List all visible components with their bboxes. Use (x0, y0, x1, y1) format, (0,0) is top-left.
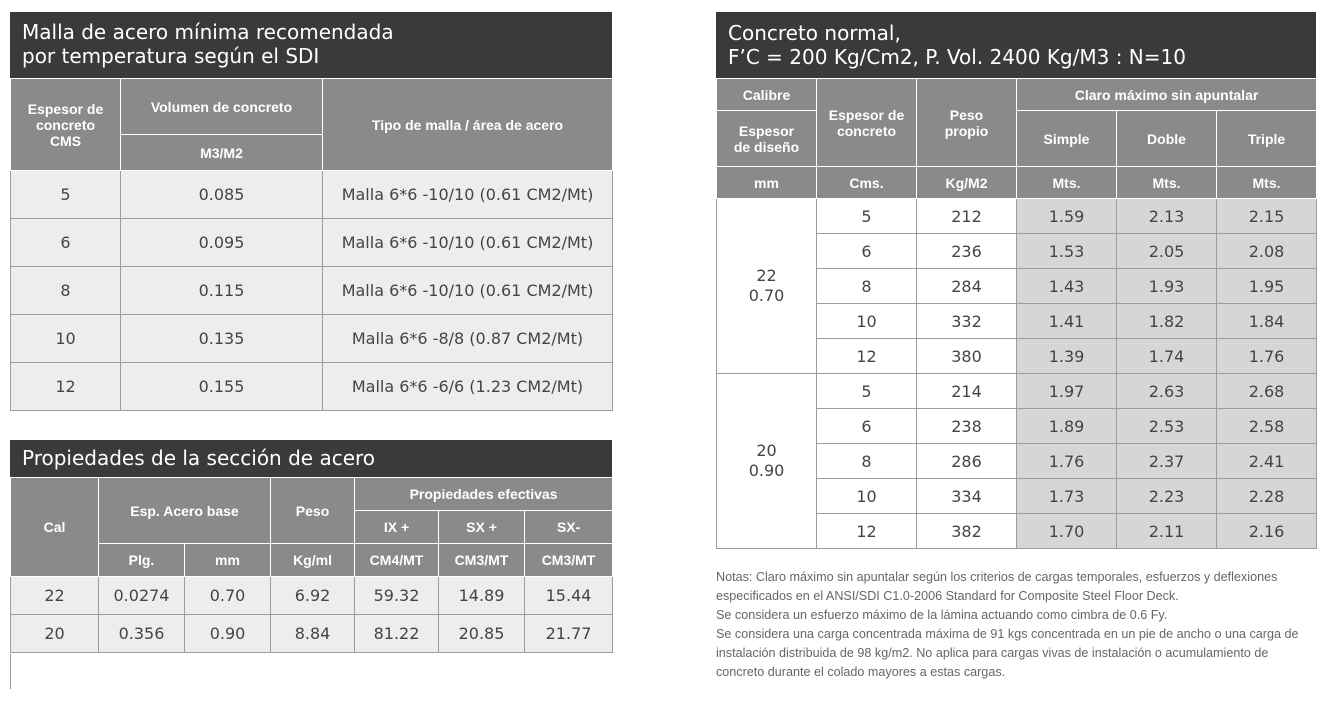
simple-cell: 1.59 (1017, 199, 1117, 234)
propiedades-left-rule (10, 654, 11, 689)
simple-cell: 1.39 (1017, 339, 1117, 374)
peso-cell: 334 (917, 479, 1017, 514)
conc-header-triple: Triple (1217, 111, 1317, 167)
espesor-cell: 6 (11, 219, 121, 267)
table-row (717, 374, 1317, 409)
propiedades-panel (10, 440, 612, 653)
espesor-cell: 5 (11, 171, 121, 219)
simple-cell: 1.89 (1017, 409, 1117, 444)
conc-header-calibre: Calibre (717, 79, 817, 111)
tipo-cell: Malla 6*6 -10/10 (0.61 CM2/Mt) (323, 171, 613, 219)
prop-header-peso: Peso (271, 478, 355, 544)
peso-cell: 284 (917, 269, 1017, 304)
cal-cell: 22 (11, 577, 99, 615)
triple-cell: 2.15 (1217, 199, 1317, 234)
prop-unit-cm3-neg: CM3/MT (525, 544, 613, 577)
mm-cell: 0.70 (185, 577, 271, 615)
conc-unit-mm: mm (717, 167, 817, 199)
malla-title (10, 12, 612, 78)
table-row (11, 363, 613, 411)
simple-cell: 1.53 (1017, 234, 1117, 269)
peso-cell: 6.92 (271, 577, 355, 615)
espesor-value: 0.70 (748, 286, 785, 305)
tipo-cell: Malla 6*6 -6/6 (1.23 CM2/Mt) (323, 363, 613, 411)
table-row (11, 577, 613, 615)
malla-panel (10, 12, 612, 411)
conc-header-simple: Simple (1017, 111, 1117, 167)
notes (716, 568, 1316, 682)
triple-cell: 2.58 (1217, 409, 1317, 444)
cms-cell: 10 (817, 479, 917, 514)
doble-cell: 2.23 (1117, 479, 1217, 514)
plg-cell: 0.0274 (99, 577, 185, 615)
conc-header-peso-propio: Peso propio (917, 79, 1017, 167)
sx-pos-cell: 20.85 (439, 615, 525, 653)
malla-header-volumen: Volumen de concreto (121, 79, 323, 135)
malla-header-volumen-unit: M3/M2 (121, 135, 323, 171)
peso-cell: 8.84 (271, 615, 355, 653)
ix-cell: 59.32 (355, 577, 439, 615)
prop-header-ix: IX + (355, 511, 439, 544)
peso-cell: 332 (917, 304, 1017, 339)
table-row (11, 219, 613, 267)
espesor-cell: 12 (11, 363, 121, 411)
cal-cell: 20 (11, 615, 99, 653)
triple-cell: 2.08 (1217, 234, 1317, 269)
peso-cell: 238 (917, 409, 1017, 444)
prop-header-sx-pos: SX + (439, 511, 525, 544)
cms-cell: 5 (817, 374, 917, 409)
peso-cell: 382 (917, 514, 1017, 549)
concreto-title-line2: F’C = 200 Kg/Cm2, P. Vol. 2400 Kg/M3 : N=10 (728, 45, 1186, 69)
cms-cell: 8 (817, 269, 917, 304)
cms-cell: 12 (817, 339, 917, 374)
sx-neg-cell: 21.77 (525, 615, 613, 653)
prop-unit-cm4: CM4/MT (355, 544, 439, 577)
doble-cell: 2.53 (1117, 409, 1217, 444)
mm-cell: 0.90 (185, 615, 271, 653)
triple-cell: 2.16 (1217, 514, 1317, 549)
table-row (717, 199, 1317, 234)
tipo-cell: Malla 6*6 -10/10 (0.61 CM2/Mt) (323, 219, 613, 267)
table-row (11, 171, 613, 219)
volumen-cell: 0.115 (121, 267, 323, 315)
conc-header-espesor-concreto: Espesor de concreto (817, 79, 917, 167)
doble-cell: 1.82 (1117, 304, 1217, 339)
espesor-cell: 10 (11, 315, 121, 363)
conc-header-espesor-diseno: Espesor de diseño (717, 111, 817, 167)
propiedades-table (10, 477, 613, 653)
volumen-cell: 0.095 (121, 219, 323, 267)
sx-pos-cell: 14.89 (439, 577, 525, 615)
doble-cell: 2.37 (1117, 444, 1217, 479)
group-cell-20 (717, 374, 817, 549)
triple-cell: 1.95 (1217, 269, 1317, 304)
conc-unit-mts-triple: Mts. (1217, 167, 1317, 199)
prop-unit-mm: mm (185, 544, 271, 577)
conc-unit-kgm2: Kg/M2 (917, 167, 1017, 199)
simple-cell: 1.97 (1017, 374, 1117, 409)
triple-cell: 2.28 (1217, 479, 1317, 514)
doble-cell: 1.93 (1117, 269, 1217, 304)
espesor-cell: 8 (11, 267, 121, 315)
triple-cell: 1.84 (1217, 304, 1317, 339)
note-paragraph: Se considera un esfuerzo máximo de la lámina actuando como cimbra de 0.6 Fy. (716, 608, 1168, 622)
conc-header-claro: Claro máximo sin apuntalar (1017, 79, 1317, 111)
concreto-table (716, 78, 1317, 549)
espesor-value: 0.90 (748, 461, 785, 480)
malla-header-tipo: Tipo de malla / área de acero (323, 79, 613, 171)
cms-cell: 12 (817, 514, 917, 549)
malla-title-line1: Malla de acero mínima recomendada (22, 20, 394, 44)
concreto-title (716, 12, 1316, 78)
conc-unit-mts-simple: Mts. (1017, 167, 1117, 199)
malla-title-line2: por temperatura según el SDI (22, 44, 320, 68)
volumen-cell: 0.155 (121, 363, 323, 411)
prop-header-esp-acero: Esp. Acero base (99, 478, 271, 544)
prop-header-cal: Cal (11, 478, 99, 577)
concreto-title-line1: Concreto normal, (728, 21, 901, 45)
peso-cell: 214 (917, 374, 1017, 409)
prop-unit-plg: Plg. (99, 544, 185, 577)
cms-cell: 5 (817, 199, 917, 234)
volumen-cell: 0.085 (121, 171, 323, 219)
peso-cell: 380 (917, 339, 1017, 374)
simple-cell: 1.41 (1017, 304, 1117, 339)
group-cell-22 (717, 199, 817, 374)
doble-cell: 2.13 (1117, 199, 1217, 234)
conc-unit-cms: Cms. (817, 167, 917, 199)
peso-cell: 286 (917, 444, 1017, 479)
simple-cell: 1.70 (1017, 514, 1117, 549)
triple-cell: 2.68 (1217, 374, 1317, 409)
calibre-value: 20 (756, 441, 777, 460)
conc-unit-mts-doble: Mts. (1117, 167, 1217, 199)
propiedades-title: Propiedades de la sección de acero (10, 440, 612, 477)
doble-cell: 2.63 (1117, 374, 1217, 409)
tipo-cell: Malla 6*6 -10/10 (0.61 CM2/Mt) (323, 267, 613, 315)
tipo-cell: Malla 6*6 -8/8 (0.87 CM2/Mt) (323, 315, 613, 363)
simple-cell: 1.76 (1017, 444, 1117, 479)
conc-header-doble: Doble (1117, 111, 1217, 167)
note-paragraph: Se considera una carga concentrada máxima de 91 kgs concentrada en un pie de ancho o una carga de instalación distribuida de 98 kg/m2. No aplica para cargas vivas de instalación o acumulamiento de concreto durante el colado mayores a estas cargas. (716, 627, 1299, 679)
malla-table (10, 78, 613, 411)
triple-cell: 1.76 (1217, 339, 1317, 374)
cms-cell: 6 (817, 409, 917, 444)
peso-cell: 212 (917, 199, 1017, 234)
doble-cell: 2.05 (1117, 234, 1217, 269)
sx-neg-cell: 15.44 (525, 577, 613, 615)
simple-cell: 1.43 (1017, 269, 1117, 304)
concreto-panel (716, 12, 1316, 549)
volumen-cell: 0.135 (121, 315, 323, 363)
table-row (11, 267, 613, 315)
doble-cell: 1.74 (1117, 339, 1217, 374)
simple-cell: 1.73 (1017, 479, 1117, 514)
prop-unit-kgml: Kg/ml (271, 544, 355, 577)
cms-cell: 10 (817, 304, 917, 339)
prop-header-efectivas: Propiedades efectivas (355, 478, 613, 511)
ix-cell: 81.22 (355, 615, 439, 653)
cms-cell: 6 (817, 234, 917, 269)
peso-cell: 236 (917, 234, 1017, 269)
doble-cell: 2.11 (1117, 514, 1217, 549)
prop-header-sx-neg: SX- (525, 511, 613, 544)
plg-cell: 0.356 (99, 615, 185, 653)
calibre-value: 22 (756, 266, 777, 285)
triple-cell: 2.41 (1217, 444, 1317, 479)
note-paragraph: Notas: Claro máximo sin apuntalar según los criterios de cargas temporales, esfuerzos y deflexiones especificados en el ANSI/SDI C1.0-2006 Standard for Composite Steel Floor Deck. (716, 570, 1278, 603)
table-row (11, 315, 613, 363)
prop-unit-cm3-pos: CM3/MT (439, 544, 525, 577)
malla-header-espesor: Espesor de concreto CMS (11, 79, 121, 171)
table-row (11, 615, 613, 653)
cms-cell: 8 (817, 444, 917, 479)
